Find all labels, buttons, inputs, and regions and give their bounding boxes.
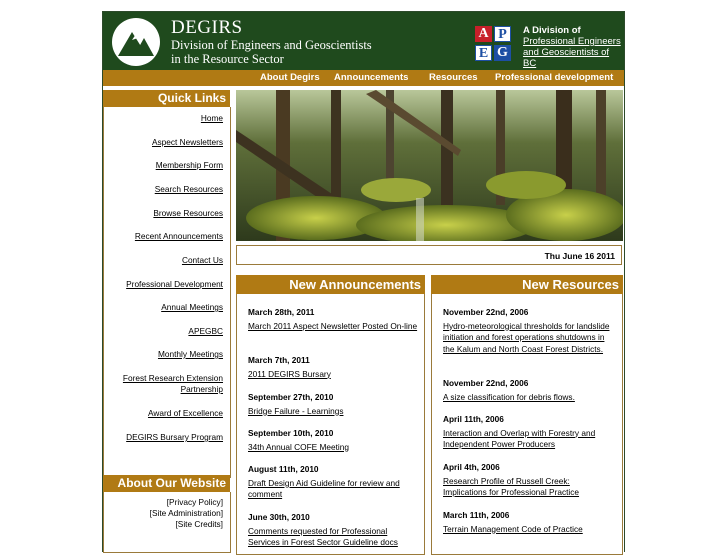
mountain-logo-icon xyxy=(112,18,160,66)
apeg-letter-e: E xyxy=(475,45,492,61)
resource-item xyxy=(443,414,613,451)
quick-link-apegbc[interactable]: APEGBC xyxy=(188,326,223,336)
announcement-link[interactable]: Bridge Failure - Learnings xyxy=(248,405,344,416)
resource-date: April 11th, 2006 xyxy=(443,414,504,424)
nav-professional-development[interactable]: Professional development xyxy=(495,72,614,83)
org-name: DEGIRS xyxy=(171,17,243,38)
quick-link-home[interactable]: Home xyxy=(200,113,223,123)
current-date: Thu June 16 2011 xyxy=(236,245,622,265)
announcement-date: March 28th, 2011 xyxy=(248,307,315,317)
division-line-2[interactable]: Professional Engineers xyxy=(523,36,621,47)
quick-links-list xyxy=(103,107,231,478)
nav-resources[interactable]: Resources xyxy=(429,72,478,83)
announcement-item xyxy=(248,428,418,453)
resource-link[interactable]: Terrain Management Code of Practice xyxy=(443,523,583,534)
apeg-letter-a: A xyxy=(475,26,492,42)
org-line-2: Division of Engineers and Geoscientists xyxy=(171,38,372,52)
announcement-link[interactable]: Comments requested for Professional Services in Forest Sector Guideline docs xyxy=(248,525,398,547)
quick-link-contact-us[interactable]: Contact Us xyxy=(181,255,223,265)
resource-item xyxy=(443,307,613,355)
page-frame xyxy=(102,11,625,552)
top-nav xyxy=(103,70,624,86)
site-header xyxy=(103,12,624,70)
quick-link-recent-announcements[interactable]: Recent Announcements xyxy=(134,231,223,241)
quick-links-heading: Quick Links xyxy=(103,90,230,107)
forest-photo xyxy=(236,90,623,241)
site-administration-link[interactable]: [Site Administration] xyxy=(149,508,223,518)
announcement-date: August 11th, 2010 xyxy=(248,464,319,474)
about-website-heading: About Our Website xyxy=(103,475,230,492)
resource-link[interactable]: A size classification for debris flows. xyxy=(443,391,575,402)
announcement-item xyxy=(248,392,418,417)
resource-date: November 22nd, 2006 xyxy=(443,307,529,317)
about-website-list xyxy=(103,492,231,553)
announcement-item xyxy=(248,307,418,332)
quick-link-professional-development[interactable]: Professional Development xyxy=(126,279,223,289)
quick-link-award-of-excellence[interactable]: Award of Excellence xyxy=(147,408,223,418)
nav-about-degirs[interactable]: About Degirs xyxy=(260,72,320,83)
resource-date: April 4th, 2006 xyxy=(443,462,500,472)
quick-link-membership-form[interactable]: Membership Form xyxy=(155,160,223,170)
announcement-date: September 27th, 2010 xyxy=(248,392,334,402)
new-announcements-heading: New Announcements xyxy=(236,275,425,294)
division-line-1: A Division of xyxy=(523,25,581,36)
resource-item xyxy=(443,462,613,499)
resource-link[interactable]: Research Profile of Russell Creek: Implications for Professional Practice xyxy=(443,475,580,497)
quick-link-aspect-newsletters[interactable]: Aspect Newsletters xyxy=(151,137,223,147)
quick-link-bursary-program[interactable]: DEGIRS Bursary Program xyxy=(126,432,223,442)
announcement-item xyxy=(248,464,418,501)
announcements-list xyxy=(236,294,425,555)
announcement-link[interactable]: March 2011 Aspect Newsletter Posted On-line xyxy=(248,320,418,331)
nav-announcements[interactable]: Announcements xyxy=(334,72,409,83)
announcement-link[interactable]: 34th Annual COFE Meeting xyxy=(248,441,350,452)
forest-banner-image xyxy=(236,90,623,241)
apeg-letter-g: G xyxy=(494,45,511,61)
site-credits-link[interactable]: [Site Credits] xyxy=(175,519,223,529)
new-resources-heading: New Resources xyxy=(431,275,623,294)
quick-link-forest-research-extension[interactable]: Forest Research Extension Partnership xyxy=(122,373,223,394)
degirs-logo[interactable] xyxy=(112,18,160,66)
announcement-date: March 7th, 2011 xyxy=(248,355,310,365)
resource-link[interactable]: Interaction and Overlap with Forestry and Independent Power Producers xyxy=(443,427,596,449)
resource-date: November 22nd, 2006 xyxy=(443,378,529,388)
quick-link-search-resources[interactable]: Search Resources xyxy=(154,184,223,194)
org-title xyxy=(171,17,372,66)
announcement-item xyxy=(248,512,418,549)
resource-item xyxy=(443,378,613,403)
announcement-item xyxy=(248,355,418,380)
division-line-3[interactable]: and Geoscientists of BC xyxy=(523,47,610,69)
resource-item xyxy=(443,510,613,535)
quick-link-annual-meetings[interactable]: Annual Meetings xyxy=(161,302,223,312)
announcement-link[interactable]: Draft Design Aid Guideline for review and comment xyxy=(248,477,400,499)
resource-link[interactable]: Hydro-meteorological thresholds for landslide initiation and forest operations shutdowns in the Kalum and North Coast Forest Districts. xyxy=(443,320,610,354)
privacy-policy-link[interactable]: [Privacy Policy] xyxy=(166,497,223,507)
division-text xyxy=(523,25,624,69)
resources-list xyxy=(431,294,623,555)
quick-link-monthly-meetings[interactable]: Monthly Meetings xyxy=(157,349,223,359)
announcement-date: June 30th, 2010 xyxy=(248,512,310,522)
apeg-logo[interactable] xyxy=(475,26,513,62)
apeg-letter-p: P xyxy=(494,26,511,42)
quick-link-browse-resources[interactable]: Browse Resources xyxy=(153,208,223,218)
resource-date: March 11th, 2006 xyxy=(443,510,510,520)
org-line-3: in the Resource Sector xyxy=(171,52,284,66)
announcement-link[interactable]: 2011 DEGIRS Bursary xyxy=(248,368,331,379)
announcement-date: September 10th, 2010 xyxy=(248,428,334,438)
sidebar xyxy=(103,90,231,529)
